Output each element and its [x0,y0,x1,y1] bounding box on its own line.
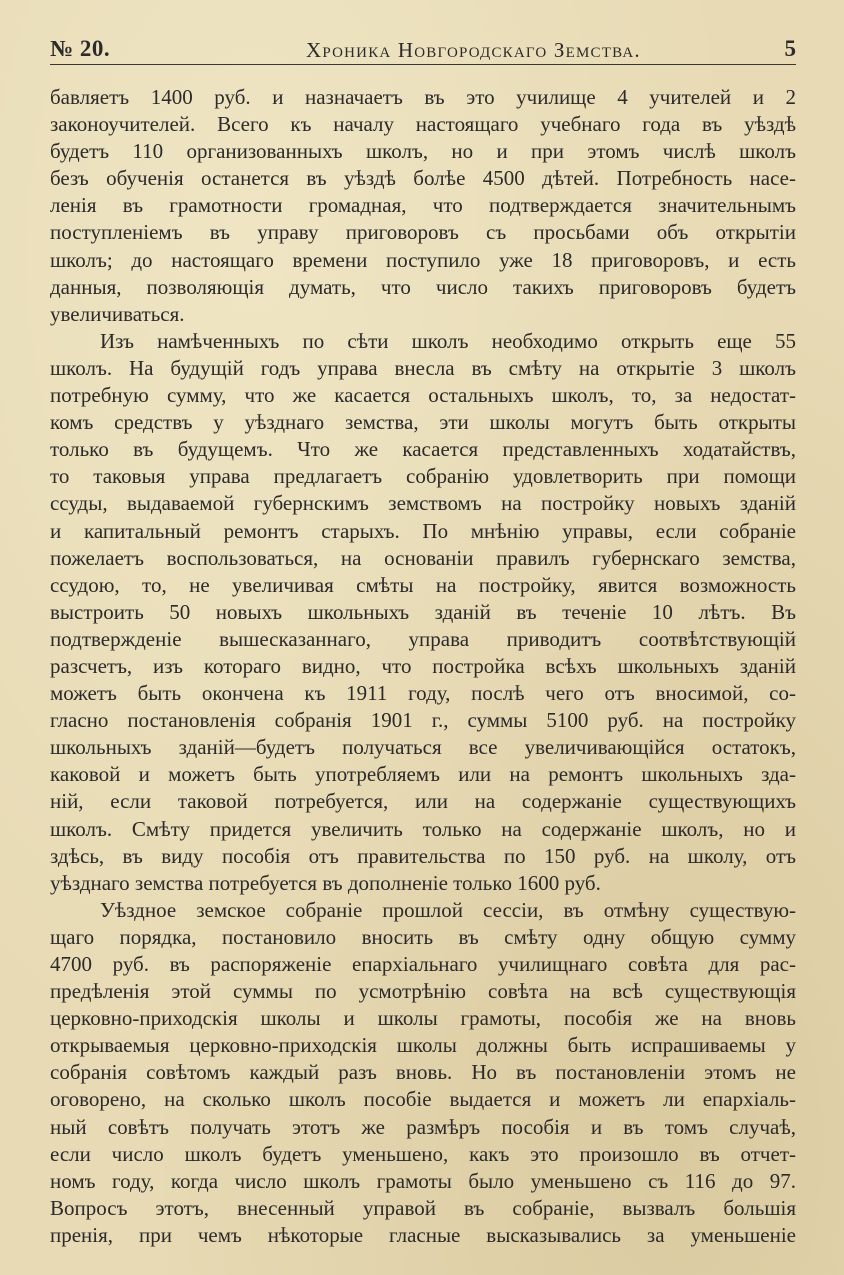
text-line: ссудою, то, не увеличивая смѣты на постройку, явится возможность [50,572,796,597]
text-line: ній, если таковой потребуется, или на содержаніе существующихъ [50,789,796,814]
text-line: школъ. На будущій годъ управа внесла въ смѣту на открытіе 3 школъ [50,355,796,380]
text-line: и капитальный ремонтъ старыхъ. По мнѣнію управы, если собраніе [50,518,796,543]
text-line: подтвержденіе вышесказаннаго, управа приводитъ соотвѣтствующій [50,626,796,651]
text-line: будетъ 110 организованныхъ школъ, но и при этомъ числѣ школъ [50,139,796,164]
text-line: номъ году, когда число школъ грамоты было уменьшено съ 116 до 97. [50,1168,796,1193]
body-text [50,84,796,1249]
text-line: церковно-приходскія школы и школы грамоты, пособія же на вновь [50,1006,796,1031]
text-line: ленія въ грамотности громадная, что подтверждается значительнымъ [50,193,796,218]
text-line: каковой и можетъ быть употребляемъ или на ремонтъ школьныхъ зда- [50,762,796,787]
text-line: пренія, при чемъ нѣкоторые гласные высказывались за уменьшеніе [50,1222,796,1247]
text-line: оговорено, на сколько школъ пособіе выдается и можетъ ли епархіаль- [50,1087,796,1112]
text-line: разсчетъ, изъ котораго видно, что постройка всѣхъ школьныхъ зданій [50,653,796,678]
issue-number: № 20. [50,36,111,61]
text-line: комъ средствъ у уѣзднаго земства, эти школы могутъ быть открыты [50,410,796,435]
text-line: пожелаетъ воспользоваться, на основаніи правилъ губернскаго земства, [50,545,796,570]
text-line: можетъ быть окончена къ 1911 году, послѣ чего отъ вносимой, со- [50,681,796,706]
page-header [50,36,796,66]
text-line: бавляетъ 1400 руб. и назначаетъ въ это училище 4 учителей и 2 [50,85,796,109]
text-line: школъ. Смѣту придется увеличить только на содержаніе школъ, но и [50,816,796,841]
text-line: гласно постановленія собранія 1901 г., суммы 5100 руб. на постройку [50,708,796,733]
text-line: только въ будущемъ. Что же касается представленныхъ ходатайствъ, [50,437,796,462]
text-line: собранія совѣтомъ каждый разъ вновь. Но въ постановленіи этомъ не [50,1060,796,1085]
text-line: выстроить 50 новыхъ школьныхъ зданій въ теченіе 10 лѣтъ. Въ [50,599,796,624]
text-line: данныя, позволяющія думать, что число такихъ приговоровъ будетъ [50,274,796,299]
text-line: ссуды, выдаваемой губернскимъ земствомъ на постройку новыхъ зданій [50,491,796,516]
text-line: Уѣздное земское собраніе прошлой сессіи, въ отмѣну существую- [100,897,796,922]
running-title: Хроника Новгородскаго Земства. [306,38,641,62]
text-line: школьныхъ зданій—будетъ получаться все увеличивающійся остатокъ, [50,735,796,760]
text-line: то таковыя управа предлагаетъ собранію удовлетворить при помощи [50,464,796,489]
text-line: если число школъ будетъ уменьшено, какъ это произошло въ отчет- [50,1141,796,1166]
text-line: школъ; до настоящаго времени поступило уже 18 приговоровъ, и есть [50,247,796,272]
text-line: здѣсь, въ виду пособія отъ правительства по 150 руб. на школу, отъ [50,843,796,868]
text-line: предѣленія этой суммы по усмотрѣнію совѣта на всѣ существующія [50,979,796,1004]
text-line: уѣзднаго земства потребуется въ дополненіе только 1600 руб. [50,870,601,895]
text-line: Изъ намѣченныхъ по сѣти школъ необходимо открыть еще 55 [100,328,796,353]
text-line: увеличиваться. [50,301,185,326]
text-line: щаго порядка, постановило вносить въ смѣту одну общую сумму [50,924,796,949]
text-line: законоучителей. Всего къ началу настоящаго учебнаго года въ уѣздѣ [50,112,796,137]
text-line: ный совѣтъ получать этотъ же размѣръ пособія и въ томъ случаѣ, [50,1114,796,1139]
text-line: потребную сумму, что же касается остальныхъ школъ, то, за недостат- [50,383,796,408]
text-line: 4700 руб. въ распоряженіе епархіальнаго училищнаго совѣта для рас- [50,952,796,976]
text-line: Вопросъ этотъ, внесенный управой въ собраніе, вызвалъ большія [50,1195,796,1220]
text-line: открываемыя церковно-приходскія школы должны быть испрашиваемы у [50,1033,796,1058]
text-line: поступленіемъ въ управу приговоровъ съ просьбами объ открытіи [50,220,796,245]
text-line: безъ обученія останется въ уѣздѣ болѣе 4500 дѣтей. Потребность насе- [50,166,796,191]
header-rule [50,64,796,65]
page-number: 5 [784,36,796,61]
